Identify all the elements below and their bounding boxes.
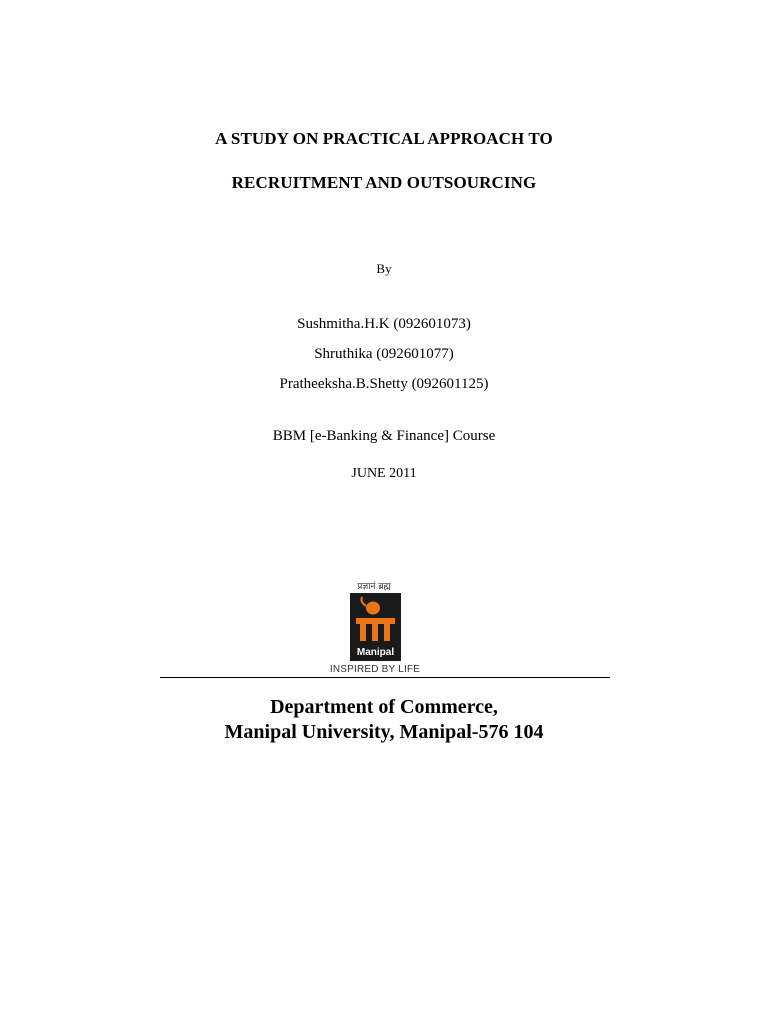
horizontal-rule xyxy=(160,677,610,678)
title-line-1: A STUDY ON PRACTICAL APPROACH TO xyxy=(215,129,553,148)
author-3: Pratheeksha.B.Shetty (092601125) xyxy=(279,376,489,392)
department-line: Department of Commerce, xyxy=(270,696,498,718)
title-line-2: RECRUITMENT AND OUTSOURCING xyxy=(231,173,537,192)
by-label: By xyxy=(376,261,392,276)
course-line: BBM [e-Banking & Finance] Course xyxy=(272,428,496,444)
logo-emblem-head xyxy=(366,602,380,615)
university-line: Manipal University, Manipal-576 104 xyxy=(224,721,544,743)
author-1: Sushmitha.H.K (092601073) xyxy=(297,316,471,332)
logo-motto: प्रज्ञानं ब्रह्म xyxy=(357,582,391,592)
manipal-logo-icon xyxy=(320,578,430,676)
logo-name: Manipal xyxy=(356,647,395,658)
date-line: JUNE 2011 xyxy=(351,466,417,481)
author-2: Shruthika (092601077) xyxy=(314,346,454,362)
logo-tagline: INSPIRED BY LIFE xyxy=(329,664,421,675)
